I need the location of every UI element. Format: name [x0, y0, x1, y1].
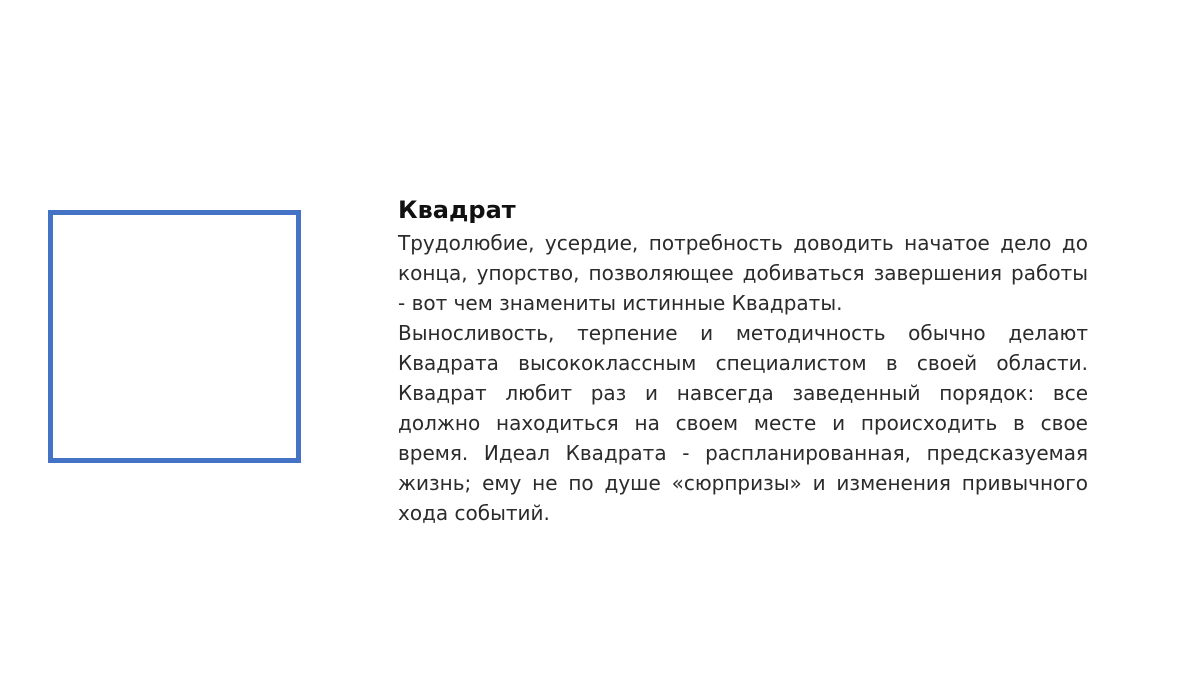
description-block: [398, 192, 1088, 528]
paragraph-1: Трудолюбие, усердие, потребность доводить начатое дело до конца, упорство, позволяющее добиваться завершения работы - вот чем знамениты истинные Квадраты.: [398, 231, 1088, 315]
square-shape: [48, 210, 301, 463]
paragraph-2: Выносливость, терпение и методичность обычно делают Квадрата высококлассным специалистом в своей области. Квадрат любит раз и навсегда заведенный порядок: все должно находиться на своем месте и происходить в свое время. Идеал Квадрата - распланированная, предсказуемая жизнь; ему не по душе «сюрпризы» и изменения привычного хода событий.: [398, 321, 1088, 525]
title: Квадрат: [398, 196, 516, 224]
